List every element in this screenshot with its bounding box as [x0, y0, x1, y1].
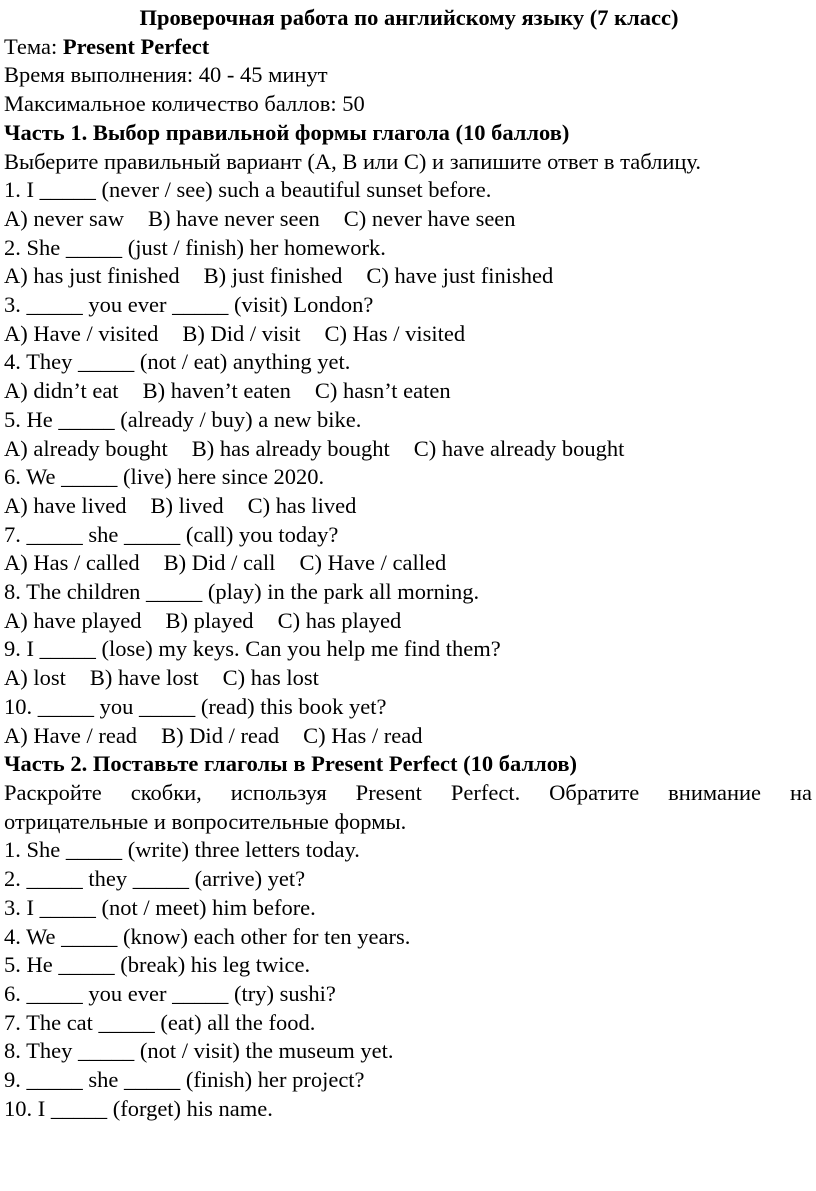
- answer-options: [4, 262, 814, 291]
- option-b: B) haven’t eaten: [142, 378, 291, 404]
- exercise-item: 2. _____ they _____ (arrive) yet?: [4, 866, 306, 892]
- option-c: C) Has / read: [303, 722, 423, 748]
- question: 1. I _____ (never / see) such a beautiful sunset before.: [4, 177, 492, 203]
- part1-heading: Часть 1. Выбор правильной формы глагола (10 баллов): [4, 119, 570, 145]
- option-a: A) lost: [4, 665, 66, 691]
- answer-options: [4, 664, 814, 693]
- option-a: A) already bought: [4, 435, 168, 461]
- option-a: A) never saw: [4, 205, 124, 231]
- option-a: A) have lived: [4, 492, 127, 518]
- question: 2. She _____ (just / finish) her homework.: [4, 234, 386, 260]
- topic-line: [4, 33, 814, 62]
- part1-instruction: Выберите правильный вариант (А, В или С) и запишите ответ в таблицу.: [4, 148, 702, 174]
- question: 6. We _____ (live) here since 2020.: [4, 464, 325, 490]
- question: 9. I _____ (lose) my keys. Can you help me find them?: [4, 636, 501, 662]
- part2-instruction-line1: Раскройте скобки, используя Present Perfect. Обратите внимание на: [4, 779, 812, 805]
- max-score-line: Максимальное количество баллов: 50: [4, 91, 365, 117]
- option-b: B) played: [165, 607, 254, 633]
- option-c: C) Have / called: [299, 550, 447, 576]
- option-b: B) Did / read: [161, 722, 280, 748]
- answer-options: [4, 492, 814, 521]
- question: 4. They _____ (not / eat) anything yet.: [4, 349, 351, 375]
- option-a: A) Has / called: [4, 550, 140, 576]
- option-b: B) have lost: [89, 665, 199, 691]
- option-a: A) Have / read: [4, 722, 138, 748]
- answer-options: [4, 435, 814, 464]
- option-c: C) have already bought: [413, 435, 625, 461]
- option-b: B) Did / visit: [182, 320, 301, 346]
- option-a: A) Have / visited: [4, 320, 159, 346]
- option-c: C) has played: [277, 607, 402, 633]
- part2-instruction-line2: отрицательные и вопросительные формы.: [4, 808, 407, 834]
- question: 3. _____ you ever _____ (visit) London?: [4, 292, 374, 318]
- option-a: A) didn’t eat: [4, 378, 119, 404]
- option-c: C) has lost: [222, 665, 319, 691]
- answer-options: [4, 377, 814, 406]
- exercise-item: 9. _____ she _____ (finish) her project?: [4, 1067, 365, 1093]
- topic-label: Тема:: [4, 33, 63, 59]
- page-title: Проверочная работа по английскому языку (7 класс): [139, 5, 679, 30]
- exercise-item: 5. He _____ (break) his leg twice.: [4, 952, 311, 978]
- option-c: C) Has / visited: [324, 320, 466, 346]
- option-c: C) never have seen: [343, 205, 516, 231]
- topic-value: Present Perfect: [62, 33, 210, 59]
- exercise-item: 7. The cat _____ (eat) all the food.: [4, 1009, 316, 1035]
- exercise-item: 1. She _____ (write) three letters today.: [4, 837, 360, 863]
- option-b: B) just finished: [203, 263, 343, 289]
- option-c: C) hasn’t eaten: [314, 378, 451, 404]
- option-b: B) Did / call: [163, 550, 276, 576]
- exercise-item: 4. We _____ (know) each other for ten years.: [4, 923, 411, 949]
- answer-options: [4, 607, 814, 636]
- option-a: A) have played: [4, 607, 142, 633]
- option-b: B) lived: [150, 492, 224, 518]
- exercise-item: 10. I _____ (forget) his name.: [4, 1095, 273, 1121]
- option-a: A) has just finished: [4, 263, 180, 289]
- exercise-item: 3. I _____ (not / meet) him before.: [4, 894, 316, 920]
- option-b: B) have never seen: [147, 205, 320, 231]
- option-b: B) has already bought: [191, 435, 390, 461]
- part2-heading: Часть 2. Поставьте глаголы в Present Perfect (10 баллов): [4, 751, 578, 777]
- question: 7. _____ she _____ (call) you today?: [4, 521, 339, 547]
- question: 5. He _____ (already / buy) a new bike.: [4, 406, 362, 432]
- answer-options: [4, 320, 814, 349]
- answer-options: [4, 549, 814, 578]
- option-c: C) have just finished: [366, 263, 554, 289]
- question: 10. _____ you _____ (read) this book yet?: [4, 693, 387, 719]
- answer-options: [4, 722, 814, 751]
- time-line: Время выполнения: 40 - 45 минут: [4, 62, 328, 88]
- question: 8. The children _____ (play) in the park all morning.: [4, 579, 480, 605]
- option-c: C) has lived: [247, 492, 357, 518]
- exercise-item: 6. _____ you ever _____ (try) sushi?: [4, 980, 336, 1006]
- exercise-item: 8. They _____ (not / visit) the museum yet.: [4, 1038, 394, 1064]
- answer-options: [4, 205, 814, 234]
